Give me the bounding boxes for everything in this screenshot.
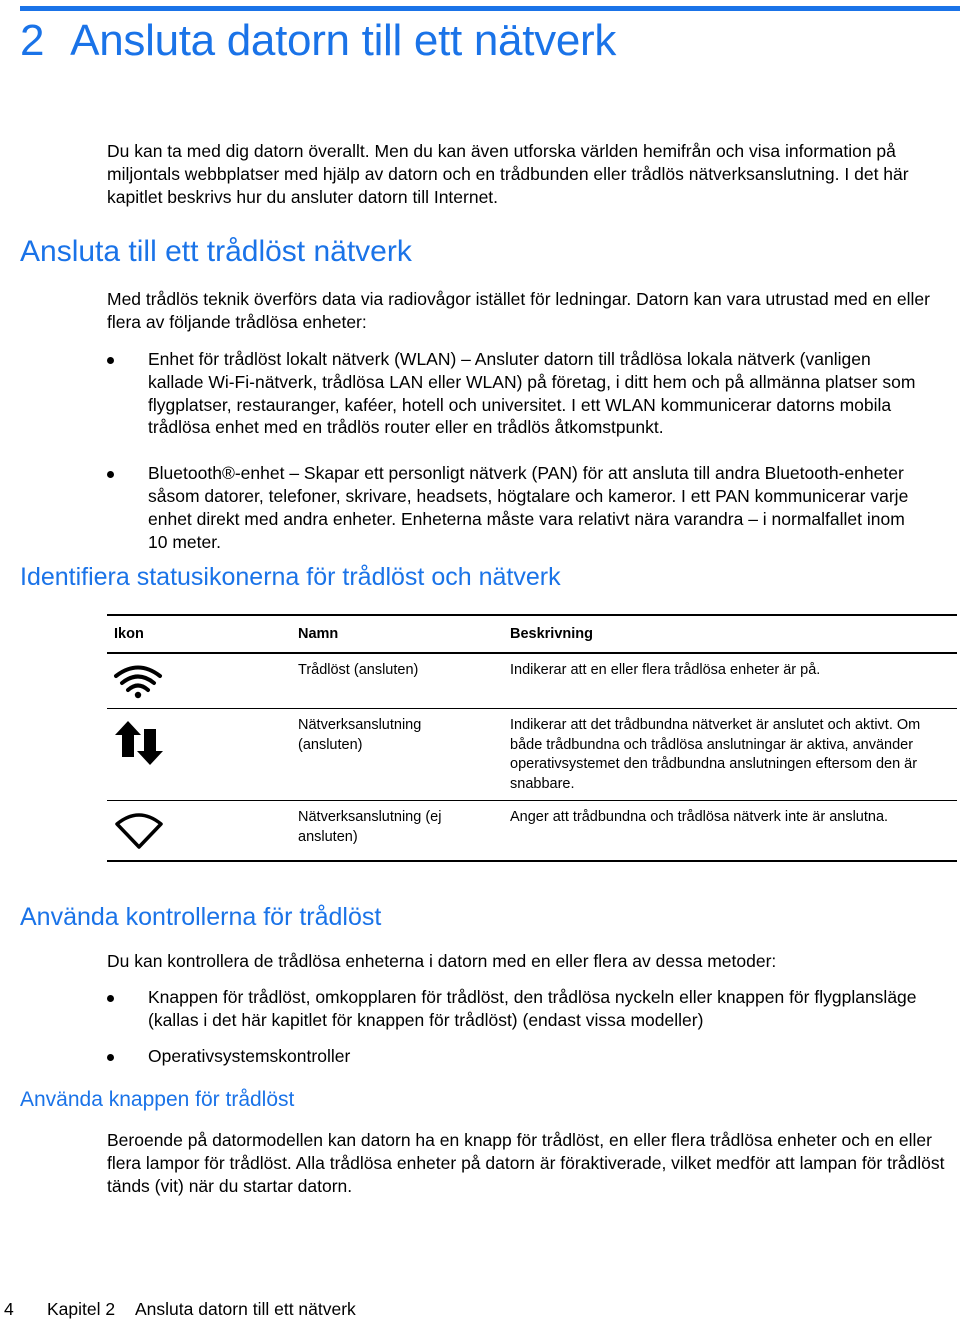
bullet-dot	[107, 471, 114, 478]
row-name: Nätverksanslutning (ej ansluten)	[298, 809, 442, 845]
heading-status-icons: Identifiera statusikonerna för trådlöst och nätverk	[20, 563, 561, 591]
row-description: Anger att trådbundna och trådlösa nätverk inte är anslutna.	[510, 809, 889, 825]
list-item-text: Enhet för trådlöst lokalt nätverk (WLAN) – Ansluter datorn till trådlösa lokala nätverk (vanligen kallade Wi-Fi-nätverk, trådlösa LAN eller WLAN) på företag, i ditt hem och på allmänna platser som flygplatser, restauranger, kaféer, hotell och universitet. I ett WLAN kommunicerar datorns mobila trådlösa enhet med en trådlös router eller en trådlös åtkomstpunkt.	[148, 349, 916, 438]
heading-wireless-controls: Använda kontrollerna för trådlöst	[20, 903, 382, 931]
network-arrows-icon	[114, 719, 164, 767]
table-row-rule	[107, 708, 957, 709]
controls-list	[107, 986, 927, 1067]
list-item-text: Bluetooth®-enhet – Skapar ett personligt nätverk (PAN) för att ansluta till andra Bluetooth-enheter såsom datorer, telefoner, skrivare, headsets, högtalare och kameror. I ett PAN kommunicerar varje enhet direkt med andra enheter. Enheterna måste vara relativt nära varandra – i normalfallet inom 10 meter.	[148, 463, 909, 552]
chapter-top-bar	[20, 6, 960, 11]
bullet-dot	[107, 995, 114, 1002]
page-number: 4	[4, 1299, 14, 1319]
wifi-disconnected-icon	[114, 812, 164, 850]
list-item	[107, 462, 927, 553]
row-description: Indikerar att en eller flera trådlösa enheter är på.	[510, 662, 821, 678]
list-item	[107, 986, 927, 1032]
wifi-connected-icon	[112, 663, 164, 699]
row-description: Indikerar att det trådbundna nätverket är anslutet och aktivt. Om både trådbundna och trådlösa anslutningar är aktiva, använder operativsystemet den trådbundna anslutningen eftersom den är snabbare.	[510, 717, 921, 792]
table-top-rule	[107, 614, 957, 616]
list-item-text: Operativsystemskontroller	[148, 1045, 351, 1066]
list-item-text: Knappen för trådlöst, omkopplaren för trådlöst, den trådlösa nyckeln eller knappen för flygplansläge (kallas i det här kapitlet för knappen för trådlöst) (endast vissa modeller)	[148, 987, 917, 1030]
table-row-rule	[107, 800, 957, 801]
footer-chapter-label: Kapitel 2	[47, 1299, 116, 1319]
heading-wireless-button: Använda knappen för trådlöst	[20, 1088, 295, 1111]
table-header-name: Namn	[298, 626, 339, 642]
bullet-dot	[107, 1054, 114, 1061]
row-name: Nätverksanslutning (ansluten)	[298, 717, 422, 753]
table-header-description: Beskrivning	[510, 626, 593, 642]
bullet-dot	[107, 357, 114, 364]
button-paragraph: Beroende på datormodellen kan datorn ha en knapp för trådlöst, en eller flera trådlösa enheter och en eller flera lampor för trådlöst. Alla trådlösa enheter på datorn är föraktiverade, vilket medför att lampan för trådlöst tänds (vit) när du startar datorn.	[107, 1130, 945, 1196]
row-name: Trådlöst (ansluten)	[298, 662, 419, 678]
list-item	[107, 348, 927, 439]
list-item	[107, 1045, 927, 1068]
heading-wireless: Ansluta till ett trådlöst nätverk	[20, 235, 412, 268]
chapter-title-text: Ansluta datorn till ett nätverk	[70, 16, 617, 65]
table-header-icon: Ikon	[114, 626, 144, 642]
controls-paragraph: Du kan kontrollera de trådlösa enheterna i datorn med en eller flera av dessa metoder:	[107, 951, 777, 971]
table-bottom-rule	[107, 860, 957, 862]
wireless-device-list	[107, 348, 927, 553]
table-header-rule	[107, 652, 957, 654]
chapter-number: 2	[20, 16, 45, 65]
wireless-paragraph: Med trådlös teknik överförs data via radiovågor istället för ledningar. Datorn kan vara utrustad med en eller flera av följande trådlösa enheter:	[107, 289, 930, 332]
chapter-title	[20, 16, 616, 66]
intro-paragraph: Du kan ta med dig datorn överallt. Men du kan även utforska världen hemifrån och visa information på miljontals webbplatser med hjälp av datorn och en trådbunden eller trådlös nätverksanslutning. I det här kapitlet beskrivs hur du ansluter datorn till Internet.	[107, 141, 909, 207]
footer-chapter-title: Ansluta datorn till ett nätverk	[135, 1299, 356, 1319]
